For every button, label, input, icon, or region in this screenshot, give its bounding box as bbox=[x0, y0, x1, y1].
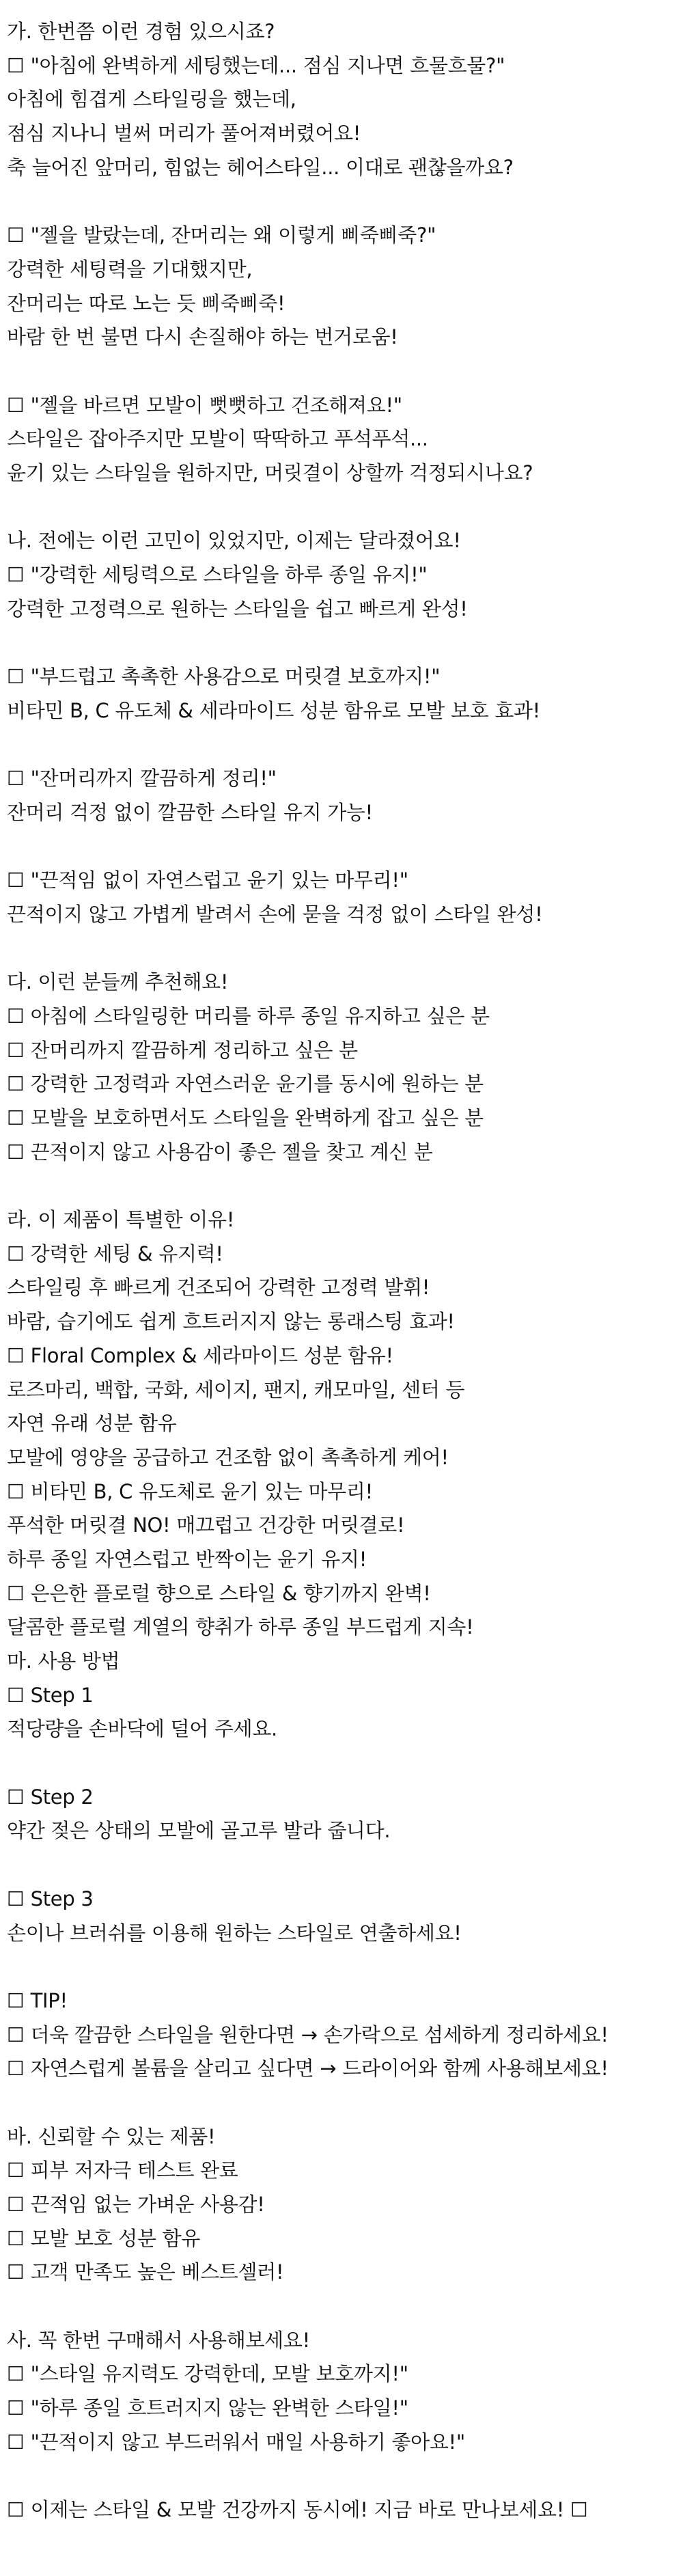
blank-line bbox=[7, 355, 676, 389]
text-line: 잔머리는 따로 노는 듯 삐죽삐죽! bbox=[7, 291, 285, 315]
text-line: ☐ "하루 종일 흐트러지지 않는 완벽한 스타일!" bbox=[7, 2396, 408, 2420]
text-line: ☐ "부드럽고 촉촉한 사용감으로 머릿결 보호까지!" bbox=[7, 665, 441, 689]
text-line: ☐ Floral Complex & 세라마이드 성분 함유! bbox=[7, 1343, 393, 1367]
text-line: 스타일은 잡아주지만 모발이 딱딱하고 푸석푸석... bbox=[7, 427, 428, 451]
text-line: 자연 유래 성분 함유 bbox=[7, 1412, 177, 1436]
text-line: 마. 사용 방법 bbox=[7, 1649, 120, 1673]
text-line: ☐ 끈적임 없는 가벼운 사용감! bbox=[7, 2193, 265, 2216]
text-line: ☐ "스타일 유지력도 강력한데, 모발 보호까지!" bbox=[7, 2362, 408, 2386]
text-line: ☐ TIP! bbox=[7, 1988, 68, 2012]
text-line: ☐ Step 1 bbox=[7, 1683, 94, 1707]
text-line: ☐ 끈적이지 않고 사용감이 좋은 젤을 찾고 계신 분 bbox=[7, 1140, 433, 1164]
text-line: 바. 신뢰할 수 있는 제품! bbox=[7, 2124, 216, 2148]
text-line: ☐ 자연스럽게 볼륨을 살리고 싶다면 → 드라이어와 함께 사용해보세요! bbox=[7, 2057, 609, 2081]
blank-line bbox=[7, 2086, 676, 2120]
text-line: 나. 전에는 이런 고민이 있었지만, 이제는 달라졌어요! bbox=[7, 529, 461, 553]
text-line: 푸석한 머릿결 NO! 매끄럽고 건강한 머릿결로! bbox=[7, 1513, 405, 1537]
text-line: ☐ "잔머리까지 깔끔하게 정리!" bbox=[7, 767, 277, 791]
text-line: 손이나 브러쉬를 이용해 원하는 스타일로 연출하세요! bbox=[7, 1921, 462, 1945]
text-line: 아침에 힘겹게 스타일링을 했는데, bbox=[7, 87, 296, 111]
text-line: ☐ 고객 만족도 높은 베스트셀러! bbox=[7, 2260, 284, 2284]
blank-line bbox=[7, 2460, 676, 2494]
blank-line bbox=[7, 2290, 676, 2324]
blank-line bbox=[7, 184, 676, 219]
text-line: ☐ "젤을 바르면 모발이 뻣뻣하고 건조해져요!" bbox=[7, 393, 402, 417]
text-line: 점심 지나니 벌써 머리가 풀어져버렸어요! bbox=[7, 122, 361, 146]
text-line: 끈적이지 않고 가볍게 발려서 손에 묻을 걱정 없이 스타일 완성! bbox=[7, 902, 543, 926]
text-line: 모발에 영양을 공급하고 건조함 없이 촉촉하게 케어! bbox=[7, 1445, 449, 1469]
text-line: 스타일링 후 빠르게 건조되어 강력한 고정력 발휘! bbox=[7, 1276, 430, 1300]
blank-line bbox=[7, 1746, 676, 1781]
text-line: ☐ 은은한 플로럴 향으로 스타일 & 향기까지 완벽! bbox=[7, 1581, 431, 1605]
text-line: ☐ 모발 보호 성분 함유 bbox=[7, 2226, 201, 2250]
blank-line bbox=[7, 1169, 676, 1203]
text-line: ☐ 피부 저자극 테스트 완료 bbox=[7, 2159, 238, 2182]
text-line: 달콤한 플로럴 계열의 향취가 하루 종일 부드럽게 지속! bbox=[7, 1615, 474, 1639]
blank-line bbox=[7, 1848, 676, 1882]
text-line: ☐ 강력한 고정력과 자연스러운 윤기를 동시에 원하는 분 bbox=[7, 1072, 484, 1096]
text-line: 강력한 고정력으로 원하는 스타일을 쉽고 빠르게 완성! bbox=[7, 597, 468, 620]
text-line: ☐ 모발을 보호하면서도 스타일을 완벽하게 잡고 싶은 분 bbox=[7, 1106, 484, 1129]
text-line: 비타민 B, C 유도체 & 세라마이드 성분 함유로 모발 보호 효과! bbox=[7, 698, 540, 722]
text-line: 라. 이 제품이 특별한 이유! bbox=[7, 1208, 235, 1232]
blank-line bbox=[7, 728, 676, 762]
text-line: 바람 한 번 불면 다시 손질해야 하는 번거로움! bbox=[7, 325, 398, 349]
text-line: ☐ 이제는 스타일 & 모발 건강까지 동시에! 지금 바로 만나보세요! ☐ bbox=[7, 2498, 588, 2522]
text-line: ☐ 더욱 깔끔한 스타일을 원한다면 → 손가락으로 섬세하게 정리하세요! bbox=[7, 2023, 609, 2046]
text-line: 사. 꼭 한번 구매해서 사용해보세요! bbox=[7, 2328, 310, 2352]
text-line: ☐ "젤을 발랐는데, 잔머리는 왜 이렇게 삐죽삐죽?" bbox=[7, 223, 436, 247]
text-line: ☐ Step 2 bbox=[7, 1785, 94, 1809]
text-line: ☐ Step 3 bbox=[7, 1887, 94, 1910]
blank-line bbox=[7, 491, 676, 525]
blank-line bbox=[7, 932, 676, 966]
text-line: 가. 한번쯤 이런 경험 있으시죠? bbox=[7, 20, 275, 43]
text-line: 약간 젖은 상태의 모발에 골고루 발라 줍니다. bbox=[7, 1819, 391, 1843]
blank-line bbox=[7, 830, 676, 864]
text-line: ☐ "강력한 세팅력으로 스타일을 하루 종일 유지!" bbox=[7, 563, 428, 586]
text-line: ☐ "끈적이지 않고 부드러워서 매일 사용하기 좋아요!" bbox=[7, 2430, 465, 2454]
text-line: ☐ 아침에 스타일링한 머리를 하루 종일 유지하고 싶은 분 bbox=[7, 1004, 490, 1028]
text-line: ☐ "끈적임 없이 자연스럽고 윤기 있는 마무리!" bbox=[7, 868, 408, 892]
text-line: 바람, 습기에도 쉽게 흐트러지지 않는 롱래스팅 효과! bbox=[7, 1310, 455, 1334]
text-line: ☐ "아침에 완벽하게 세팅했는데... 점심 지나면 흐물흐물?" bbox=[7, 53, 505, 77]
text-line: 축 늘어진 앞머리, 힘없는 헤어스타일... 이대로 괜찮을까요? bbox=[7, 155, 514, 179]
text-line: 적당량을 손바닥에 덜어 주세요. bbox=[7, 1717, 277, 1741]
text-line: 강력한 세팅력을 기대했지만, bbox=[7, 257, 253, 281]
text-line: 하루 종일 자연스럽고 반짝이는 윤기 유지! bbox=[7, 1547, 367, 1571]
blank-line bbox=[7, 626, 676, 660]
blank-line bbox=[7, 1950, 676, 1984]
text-line: 윤기 있는 스타일을 원하지만, 머릿결이 상할까 걱정되시나요? bbox=[7, 461, 533, 484]
text-line: 다. 이런 분들께 추천해요! bbox=[7, 970, 229, 994]
text-line: ☐ 강력한 세팅 & 유지력! bbox=[7, 1242, 223, 1265]
text-line: ☐ 잔머리까지 깔끔하게 정리하고 싶은 분 bbox=[7, 1038, 358, 1062]
text-line: 로즈마리, 백합, 국화, 세이지, 팬지, 캐모마일, 센터 등 bbox=[7, 1378, 465, 1401]
document-body bbox=[7, 15, 676, 2527]
text-line: ☐ 비타민 B, C 유도체로 윤기 있는 마무리! bbox=[7, 1479, 373, 1503]
text-line: 잔머리 걱정 없이 깔끔한 스타일 유지 가능! bbox=[7, 800, 373, 824]
